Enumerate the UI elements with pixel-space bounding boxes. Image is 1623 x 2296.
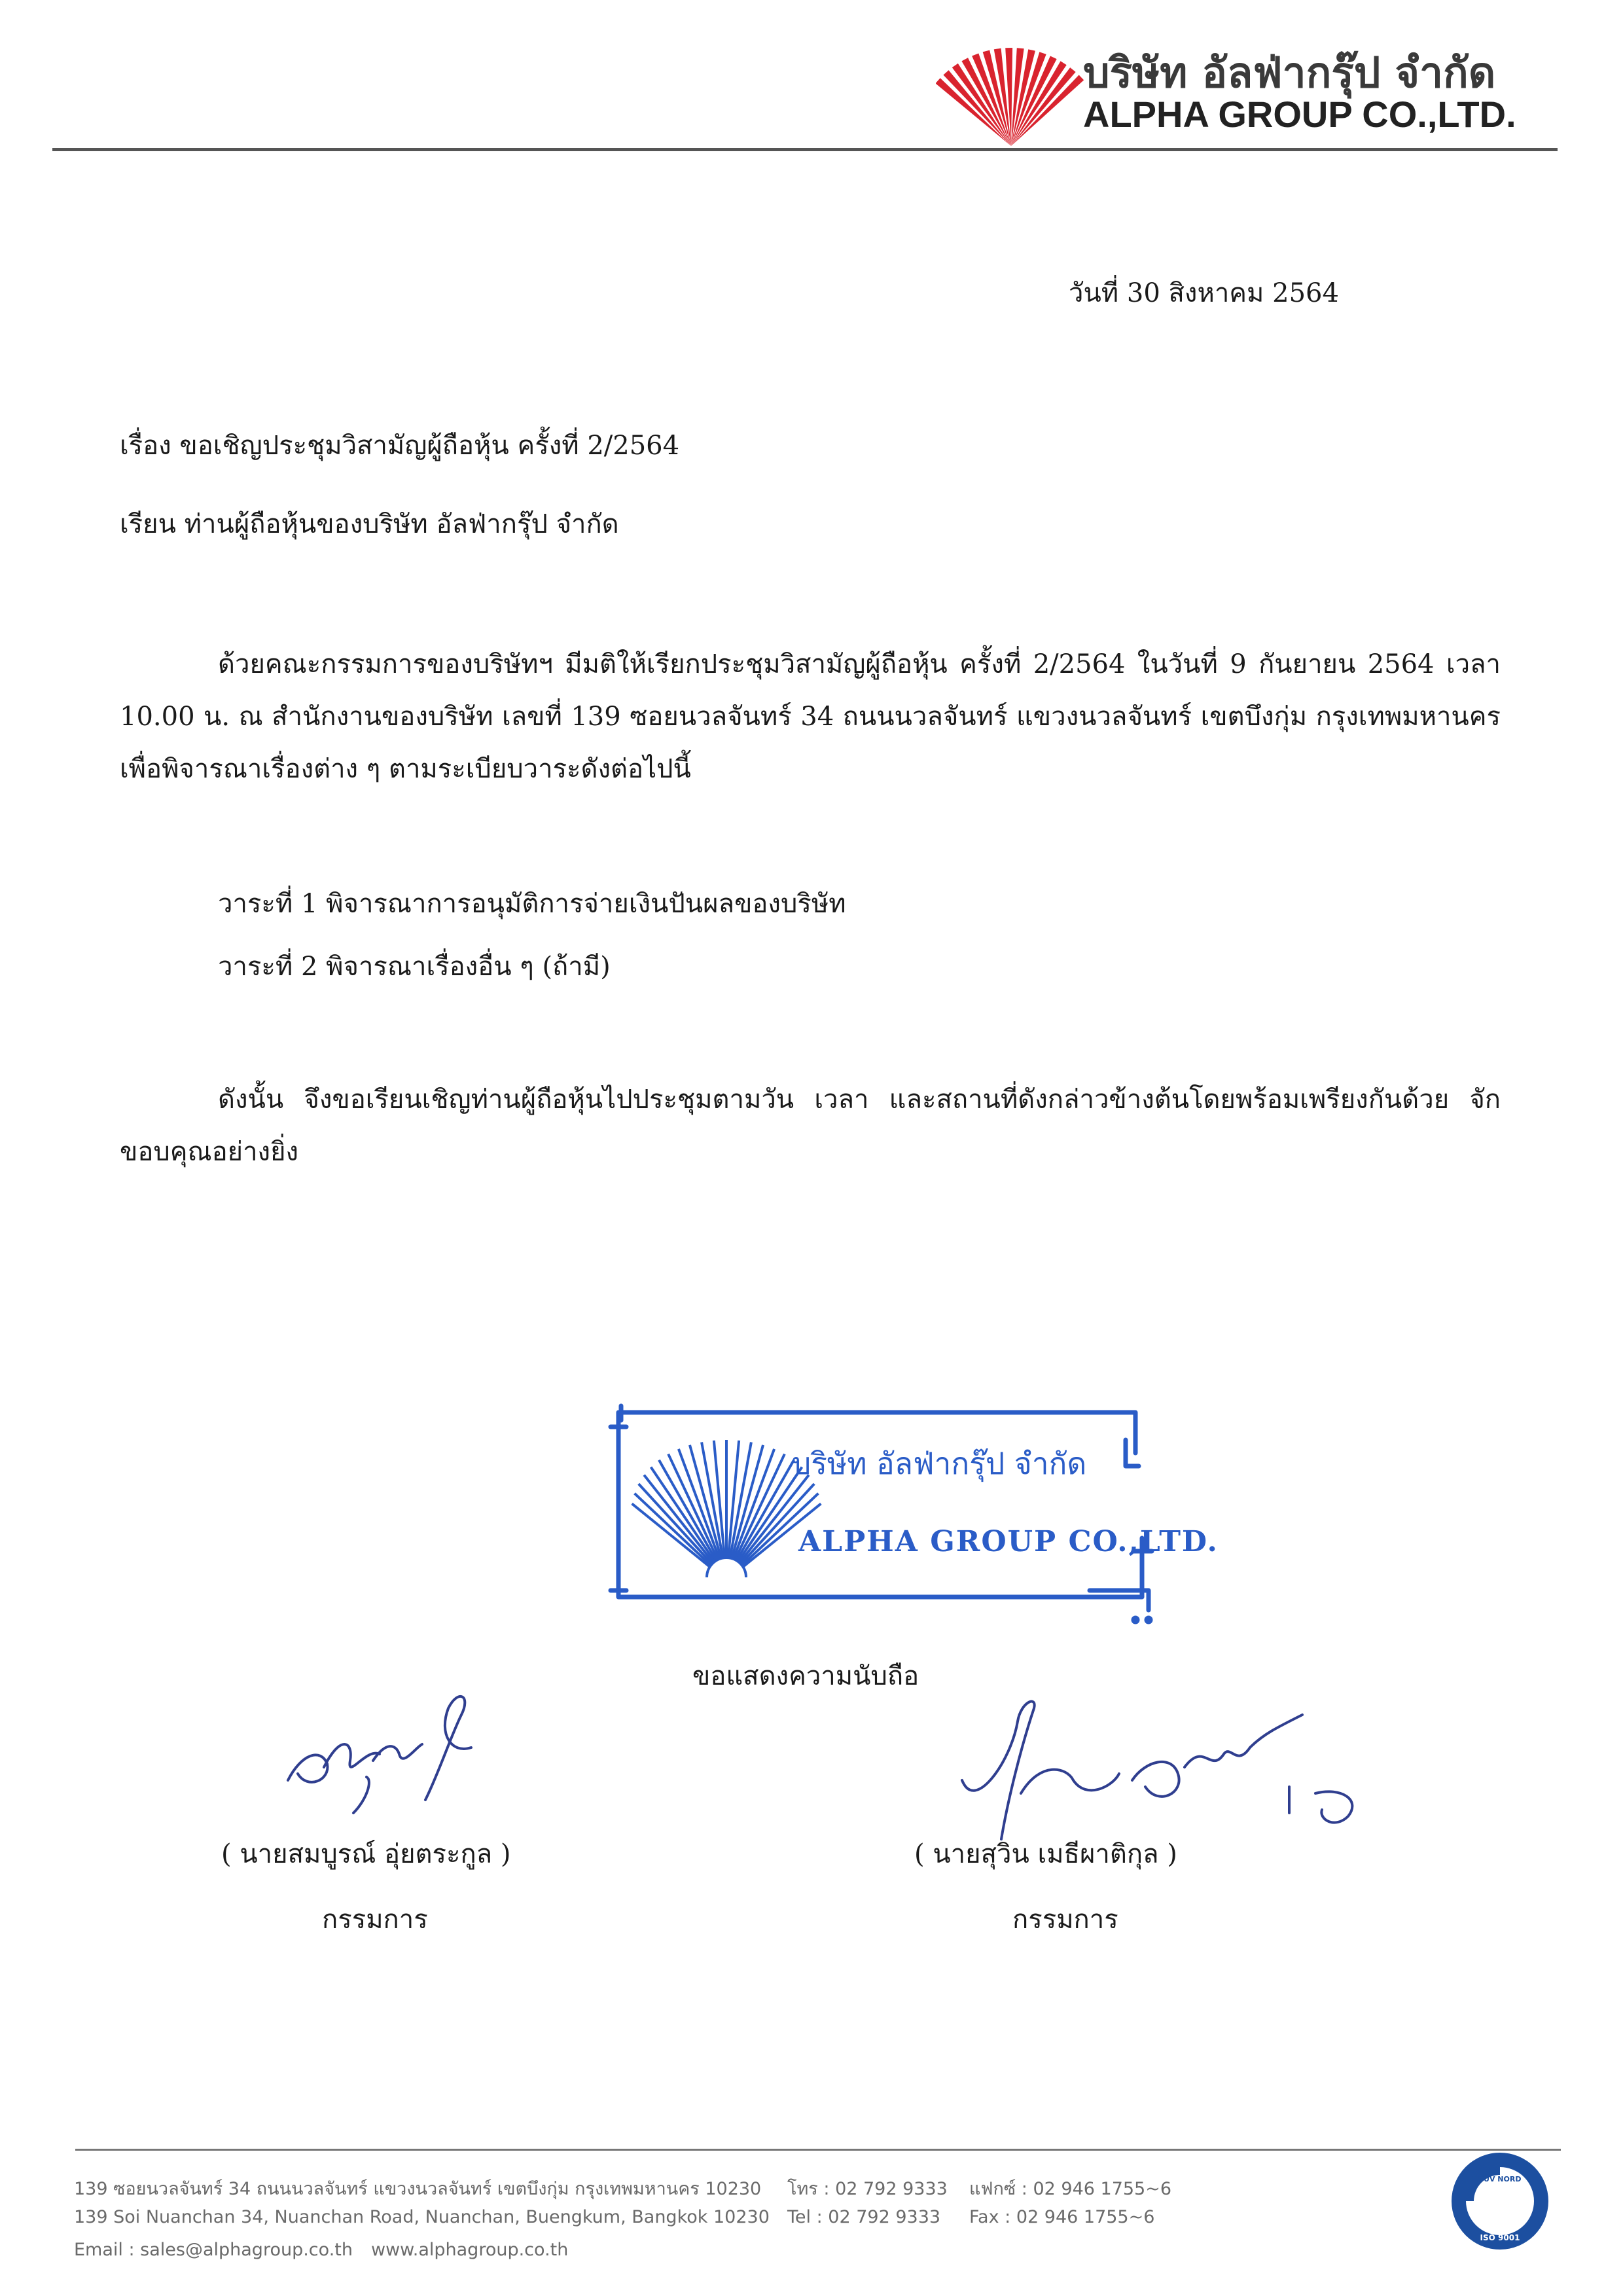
footer-address-english: 139 Soi Nuanchan 34, Nuanchan Road, Nuanchan, Buengkum, Bangkok 10230 [74, 2207, 770, 2227]
signatory-1-title: กรรมการ [322, 1905, 428, 1935]
company-stamp [605, 1401, 1162, 1630]
signature-1 [275, 1682, 491, 1826]
signatory-1-name: ( นายสมบูรณ์ อุ่ยตระกูล ) [221, 1839, 511, 1869]
company-name-thai: บริษัท อัลฟ่ากรุ๊ป จำกัด [1083, 49, 1496, 98]
body-paragraph-1: ด้วยคณะกรรมการของบริษัทฯ มีมติให้เรียกประชุมวิสามัญผู้ถือหุ้น ครั้งที่ 2/2564 ในวันที่ 9 กันยายน 2564 เวลา 10.00 น. ณ สำนักงานของบริษัท เลขที่ 139 ซอยนวลจันทร์ 34 ถนนนวลจันทร์ แขวงนวลจันทร์ เขตบึงกุ่ม กรุงเทพมหานคร เพื่อพิจารณาเรื่องต่าง ๆ ตามระเบียบวาระดังต่อไปนี้ [120, 649, 1501, 784]
header-divider [52, 148, 1558, 151]
badge-bottom-text: ISO 9001 [1480, 2233, 1520, 2242]
stamp-company-thai: บริษัท อัลฟ่ากรุ๊ป จำกัด [792, 1446, 1087, 1481]
footer-tel-thai: โทร : 02 792 9333 [787, 2179, 948, 2199]
company-name-english: ALPHA GROUP CO.,LTD. [1083, 94, 1516, 135]
agenda-item-1: วาระที่ 1 พิจารณาการอนุมัติการจ่ายเงินปันผลของบริษัท [218, 889, 846, 919]
letter-date: วันที่ 30 สิงหาคม 2564 [1069, 278, 1339, 308]
stamp-company-english: ALPHA GROUP CO.,LTD. [798, 1525, 1219, 1558]
closing-phrase: ขอแสดงความนับถือ [692, 1661, 919, 1691]
signatory-2-name: ( นายสุวิน เมธีผาติกุล ) [914, 1839, 1177, 1869]
footer-fax-english: Fax : 02 946 1755~6 [969, 2207, 1155, 2227]
signatory-2-title: กรรมการ [1012, 1905, 1118, 1935]
body-paragraph-2: ดังนั้น จึงขอเรียนเชิญท่านผู้ถือหุ้นไปประชุมตามวัน เวลา และสถานที่ดังกล่าวข้างต้นโดยพร้อมเพรียงกันด้วย จักขอบคุณอย่างยิ่ง [120, 1085, 1501, 1167]
stamp-ray [651, 1467, 715, 1562]
footer-line-thai [74, 2174, 1171, 2202]
footer-divider [75, 2149, 1561, 2151]
footer-tel-english: Tel : 02 792 9333 [787, 2207, 941, 2227]
letter-salutation: เรียน ท่านผู้ถือหุ้นของบริษัท อัลฟ่ากรุ๊ป จำกัด [120, 509, 619, 539]
letter-subject: เรื่อง ขอเชิญประชุมวิสามัญผู้ถือหุ้น ครั้งที่ 2/2564 [120, 431, 680, 461]
agenda-item-2: วาระที่ 2 พิจารณาเรื่องอื่น ๆ (ถ้ามี) [218, 952, 611, 982]
badge-top-text: TUV NORD [1478, 2175, 1522, 2183]
footer-address-thai: 139 ซอยนวลจันทร์ 34 ถนนนวลจันทร์ แขวงนวลจันทร์ เขตบึงกุ่ม กรุงเทพมหานคร 10230 [74, 2179, 762, 2199]
footer-website[interactable]: www.alphagroup.co.th [370, 2240, 569, 2260]
footer-email[interactable]: Email : sales@alphagroup.co.th [74, 2240, 353, 2260]
iso-certification-badge-icon [1448, 2149, 1552, 2253]
footer-line-english [74, 2207, 1154, 2227]
footer-fax-thai: แฟกซ์ : 02 946 1755~6 [969, 2179, 1172, 2199]
sunburst-logo-icon [936, 31, 1086, 149]
footer-contact-line [74, 2240, 568, 2260]
